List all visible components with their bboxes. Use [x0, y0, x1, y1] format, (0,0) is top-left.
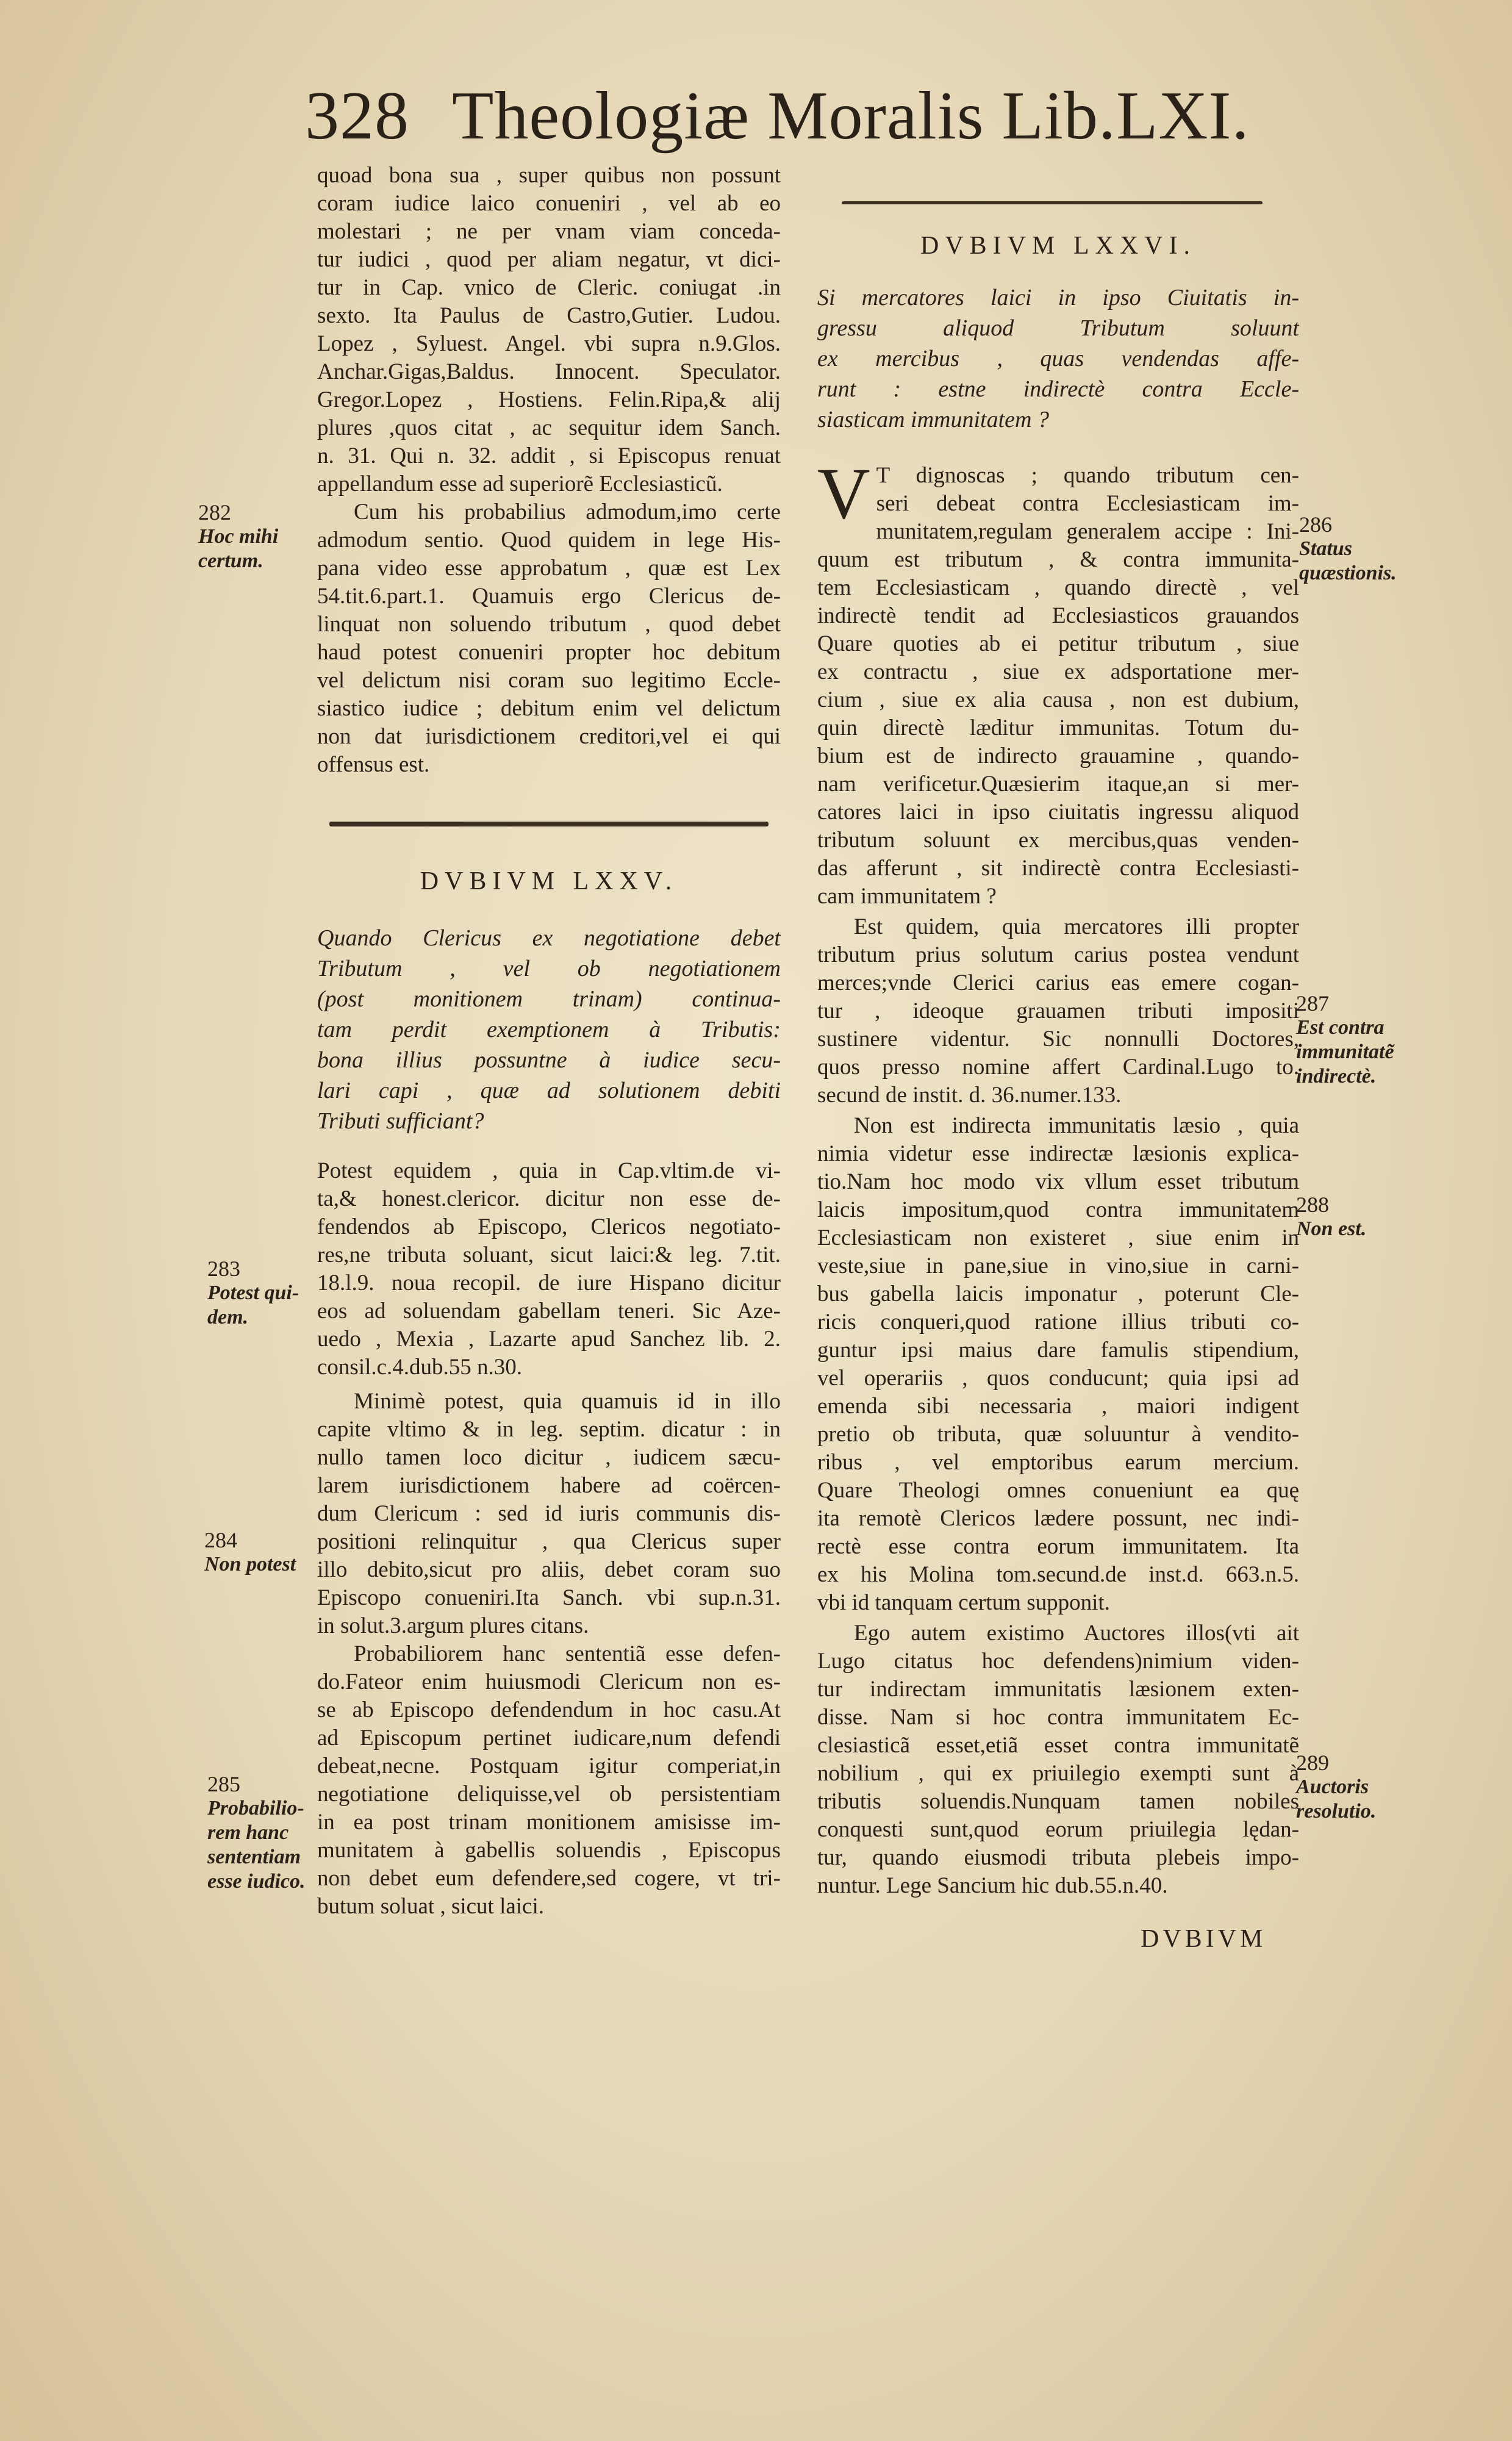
text-line: quum est tributum , & contra immunita- — [817, 547, 1299, 572]
text-line: pana video esse approbatum , quæ est Lex — [317, 556, 781, 581]
text-line: butum soluat , sicut laici. — [317, 1894, 545, 1919]
text-line: pretio ob tributa, quæ soluuntur à vendito- — [817, 1422, 1299, 1447]
text-line: linquat non soluendo tributum , quod debet — [317, 612, 781, 637]
text-line: nam verificetur.Quæsierim itaque,an si mer- — [817, 772, 1299, 797]
text-line: ex mercibus , quas vendendas affe- — [817, 346, 1299, 371]
margin-note-287 — [1296, 991, 1394, 1089]
margin-note-283 — [207, 1256, 299, 1330]
text-line: larem iurisdictionem habere ad coërcen- — [317, 1473, 781, 1498]
text-line: non debet eum defendere,sed cogere, vt tri- — [317, 1866, 781, 1891]
text-line: Si mercatores laici in ipso Ciuitatis in- — [817, 285, 1299, 310]
text-line: in solut.3.argum plures citans. — [317, 1613, 589, 1638]
text-line: bona illius possuntne à iudice secu- — [317, 1047, 781, 1073]
text-line: res,ne tributa soluant, sicut laici:& leg. 7.tit. — [317, 1242, 781, 1267]
text-line: capite vltimo & in leg. septim. dicatur : in — [317, 1417, 781, 1442]
text-line: indirectè tendit ad Ecclesiasticos grauandos — [817, 603, 1299, 628]
text-line: gressu aliquod Tributum soluunt — [817, 315, 1299, 341]
paragraph-284 — [317, 1388, 781, 1640]
text-line: Tributi sufficiant? — [317, 1108, 484, 1134]
margin-note-285 — [207, 1772, 306, 1894]
text-line: Minimè potest, quia quamuis id in illo — [354, 1389, 781, 1414]
text-line: do.Fateor enim huiusmodi Clericum non es- — [317, 1669, 781, 1694]
margin-note-text: rem hanc — [207, 1821, 289, 1844]
text-line: Cum his probabilius admodum,imo certe — [354, 500, 781, 525]
margin-note-284 — [204, 1528, 296, 1577]
margin-note-text: quæstionis. — [1299, 562, 1397, 584]
margin-note-text: Hoc mihi — [198, 525, 279, 548]
text-line: (post monitionem trinam) continua- — [317, 986, 781, 1012]
text-line: tur in Cap. vnico de Cleric. coniugat .in — [317, 275, 781, 300]
margin-note-text: esse iudico. — [207, 1870, 306, 1893]
text-line: ita remotè Clericos lædere possunt, nec indi- — [817, 1506, 1299, 1531]
text-line: nimia videtur esse indirectæ læsionis explica- — [817, 1141, 1299, 1166]
text-line: conquesti sunt,quod eorum priuilegia lędan- — [817, 1817, 1299, 1842]
text-line: tur, quando eiusmodi tributa plebeis impo- — [817, 1845, 1299, 1870]
text-line: rectè esse contra eorum immunitatem. Ita — [817, 1534, 1299, 1559]
text-line: disse. Nam si hoc contra immunitatem Ec- — [817, 1705, 1299, 1730]
margin-note-288 — [1296, 1192, 1366, 1241]
running-title: Theologiæ Moralis Lib.LXI. — [452, 78, 1250, 154]
text-line: laicis impositum,quod contra immunitatem — [817, 1197, 1299, 1222]
text-line: runt : estne indirectè contra Eccle- — [817, 376, 1299, 402]
section-divider — [329, 822, 769, 826]
text-line: ta,& honest.clericor. dicitur non esse de- — [317, 1186, 781, 1211]
text-line: veste,siue in pane,siue in vino,siue in carni- — [817, 1253, 1299, 1278]
text-line: tur indirectam immunitatis læsionem exten- — [817, 1677, 1299, 1702]
margin-note-number: 283 — [207, 1256, 240, 1281]
margin-note-text: resolutio. — [1296, 1800, 1377, 1823]
text-line: tam perdit exemptionem à Tributis: — [317, 1017, 781, 1042]
section-title-lxxvi: DVBIVM LXXVI. — [920, 232, 1196, 260]
text-line: quoad bona sua , super quibus non possunt — [317, 163, 781, 188]
paragraph-286 — [817, 453, 1299, 911]
text-line: plures ,quos citat , ac sequitur idem Sanch. — [317, 415, 781, 440]
text-line: Probabiliorem hanc sententiã esse defen- — [354, 1641, 781, 1666]
text-line: Ecclesiasticam non existeret , siue enim in — [817, 1225, 1299, 1250]
text-line: seri debeat contra Ecclesiasticam im- — [876, 491, 1299, 516]
text-line: negotiatione deliquisse,vel ob persistentiam — [317, 1782, 781, 1807]
running-header — [305, 73, 1250, 159]
text-line: Lugo citatus hoc defendens)nimium viden- — [817, 1649, 1299, 1674]
text-line: tributum prius solutum carius postea vendunt — [817, 942, 1299, 967]
text-line: tem Ecclesiasticam , quando directè , vel — [817, 575, 1299, 600]
text-line: Gregor.Lopez , Hostiens. Felin.Ripa,& alij — [317, 387, 781, 412]
paragraph-288 — [817, 1112, 1299, 1617]
text-line: tur iudici , quod per aliam negatur, vt dici- — [317, 247, 781, 272]
text-line: nuntur. Lege Sancium hic dub.55.n.40. — [817, 1873, 1168, 1898]
text-line: lari capi , quæ ad solutionem debiti — [317, 1078, 781, 1103]
margin-note-number: 284 — [204, 1528, 237, 1552]
text-line: dum Clericum : sed id iuris communis dis- — [317, 1501, 781, 1526]
text-line: appellandum esse ad superiorẽ Ecclesiasticũ. — [317, 471, 723, 496]
intro-paragraph — [317, 162, 781, 498]
drop-cap: V — [817, 453, 870, 534]
margin-note-number: 287 — [1296, 991, 1329, 1016]
paragraph-282 — [317, 498, 781, 779]
text-line: sexto. Ita Paulus de Castro,Gutier. Ludou. — [317, 303, 781, 328]
text-line: ex his Molina tom.secund.de inst.d. 663.n.5. — [817, 1562, 1299, 1587]
text-line: emenda sibi necessaria , maiori indigent — [817, 1394, 1299, 1419]
margin-note-text: Non est. — [1296, 1217, 1367, 1240]
text-line: merces;vnde Clerici carius eas emere cogan- — [817, 970, 1299, 995]
text-line: munitatem à gabellis soluendis , Episcopus — [317, 1838, 781, 1863]
text-line: guntur ipsi maius dare famulis stipendium, — [817, 1338, 1299, 1363]
text-line: cam immunitatem ? — [817, 884, 997, 909]
page-number: 328 — [305, 78, 409, 154]
text-line: uedo , Mexia , Lazarte apud Sanchez lib. 2. — [317, 1327, 781, 1352]
margin-note-text: dem. — [207, 1306, 249, 1328]
text-line: 18.l.9. noua recopil. de iure Hispano dicitur — [317, 1271, 781, 1296]
paragraph-289 — [817, 1619, 1299, 1900]
text-line: vel operariis , quos conducunt; quia ipsi ad — [817, 1366, 1299, 1391]
text-line: illo debito,sicut pro aliis, debet coram suo — [317, 1557, 781, 1582]
paragraph-285 — [317, 1640, 781, 1921]
text-line: positioni relinquitur , qua Clericus super — [317, 1529, 781, 1554]
text-line: cium , siue ex alia causa , non est dubium, — [817, 687, 1299, 712]
text-line: vbi id tanquam certum supponit. — [817, 1590, 1110, 1615]
text-line: catores laici in ipso ciuitatis ingressu aliquod — [817, 800, 1299, 825]
text-line: Potest equidem , quia in Cap.vltim.de vi- — [317, 1158, 781, 1183]
text-line: siasticam immunitatem ? — [817, 407, 1049, 432]
text-line: in ea post trinam monitionem amisisse im- — [317, 1810, 781, 1835]
section-title-lxxv: DVBIVM LXXV. — [420, 867, 678, 895]
margin-note-text: Status — [1299, 537, 1352, 560]
text-line: das afferunt , sit indirectè contra Ecclesiasti- — [817, 856, 1299, 881]
text-line: tur , ideoque grauamen tributi impositi — [817, 998, 1299, 1023]
margin-note-text: Est contra — [1296, 1016, 1385, 1039]
margin-note-text: certum. — [198, 550, 263, 572]
margin-note-text: Probabilio- — [207, 1797, 304, 1819]
text-line: ribus , vel emptoribus earum mercium. — [817, 1450, 1299, 1475]
text-line: Non est indirecta immunitatis læsio , quia — [854, 1113, 1299, 1138]
text-line: quos presso nomine affert Cardinal.Lugo to. — [817, 1055, 1299, 1080]
text-line: offensus est. — [317, 752, 430, 777]
margin-note-text: Potest qui- — [207, 1281, 299, 1304]
text-line: tributis soluendis.Nunquam tamen nobiles — [817, 1789, 1299, 1814]
text-line: nullo tamen loco dicitur , iudicem sæcu- — [317, 1445, 781, 1470]
text-line: vel delictum nisi coram suo legitimo Eccle- — [317, 668, 781, 693]
text-line: Quando Clericus ex negotiatione debet — [317, 925, 781, 951]
text-line: n. 31. Qui n. 32. addit , si Episcopus renuat — [317, 443, 781, 468]
text-line: haud potest conueniri propter hoc debitum — [317, 640, 781, 665]
paragraph-287 — [817, 913, 1299, 1109]
text-line: munitatem,regulam generalem accipe : Ini- — [876, 519, 1299, 544]
margin-note-text: sententiam — [207, 1846, 301, 1868]
text-line: consil.c.4.dub.55 n.30. — [317, 1355, 523, 1380]
text-line: eos ad soluendam gabellam teneri. Sic Aze- — [317, 1299, 781, 1324]
text-line: Anchar.Gigas,Baldus. Innocent. Speculator. — [317, 359, 781, 384]
text-line: sustinere videntur. Sic nonnulli Doctores, — [817, 1027, 1299, 1052]
text-line: tio.Nam hoc modo vix vllum esset tributum — [817, 1169, 1299, 1194]
text-line: 54.tit.6.part.1. Quamuis ergo Clericus de- — [317, 584, 781, 609]
margin-note-number: 289 — [1296, 1751, 1329, 1775]
text-line: siastico iudice ; debitum enim vel delictum — [317, 696, 781, 721]
margin-note-number: 286 — [1299, 512, 1332, 537]
text-line: tributum soluunt ex mercibus,quas venden- — [817, 828, 1299, 853]
text-line: ricis conqueri,quod ratione illius tributi co- — [817, 1310, 1299, 1335]
margin-note-number: 285 — [207, 1772, 240, 1796]
text-line: molestari ; ne per vnam viam conceda- — [317, 219, 781, 244]
left-column — [317, 162, 781, 1921]
margin-note-text: immunitatẽ — [1296, 1041, 1394, 1063]
text-line: Episcopo conueniri.Ita Sanch. vbi sup.n.31. — [317, 1585, 781, 1610]
margin-note-text: Non potest — [204, 1553, 296, 1575]
text-line: nobilium , qui ex priuilegio exempti sunt à — [817, 1761, 1299, 1786]
margin-note-286 — [1299, 512, 1397, 586]
text-line: ex contractu , siue ex adsportatione mer- — [817, 659, 1299, 684]
right-column — [817, 201, 1299, 1900]
text-line: Quare quoties ab ei petitur tributum , siue — [817, 631, 1299, 656]
text-line: Tributum , vel ob negotiationem — [317, 956, 781, 981]
text-line: Quare Theologi omnes conueniunt ea quę — [817, 1478, 1299, 1503]
text-line: non dat iurisdictionem creditori,vel ei qui — [317, 724, 781, 749]
text-line: T dignoscas ; quando tributum cen- — [876, 463, 1299, 488]
text-line: se ab Episcopo defendendum in hoc casu.At — [317, 1697, 781, 1722]
text-line: admodum sentio. Quod quidem in lege His- — [317, 528, 781, 553]
text-line: debeat,necne. Postquam igitur comperiat,in — [317, 1754, 781, 1779]
margin-note-number: 282 — [198, 500, 231, 525]
margin-note-text: Auctoris — [1296, 1776, 1369, 1798]
question-lxxvi — [817, 282, 1299, 435]
text-line: ad Episcopum pertinet iudicare,num defendi — [317, 1726, 781, 1751]
text-line: quin directè læditur immunitas. Totum du- — [817, 715, 1299, 740]
margin-note-282 — [198, 500, 278, 573]
text-line: coram iudice laico conueniri , vel ab eo — [317, 191, 781, 216]
text-line: Lopez , Syluest. Angel. vbi supra n.9.Glos. — [317, 331, 781, 356]
text-line: Est quidem, quia mercatores illi propter — [854, 914, 1299, 939]
text-line: secund de instit. d. 36.numer.133. — [817, 1083, 1122, 1108]
margin-note-number: 288 — [1296, 1192, 1329, 1217]
text-line: fendendos ab Episcopo, Clericos negotiato- — [317, 1214, 781, 1239]
text-line: clesiasticã esset,etiã esset contra immunitatẽ — [817, 1733, 1299, 1758]
catchword: DVBIVM — [1141, 1925, 1267, 1953]
margin-note-text: indirectè. — [1296, 1065, 1377, 1088]
text-line: Ego autem existimo Auctores illos(vti ait — [854, 1621, 1299, 1646]
text-line: bus gabella laicis imponatur , poterunt Cle- — [817, 1281, 1299, 1307]
paragraph-283 — [317, 1157, 781, 1382]
text-line: bium est de indirecto grauamine , quando- — [817, 744, 1299, 769]
margin-note-289 — [1296, 1751, 1376, 1824]
question-lxxv — [317, 923, 781, 1136]
